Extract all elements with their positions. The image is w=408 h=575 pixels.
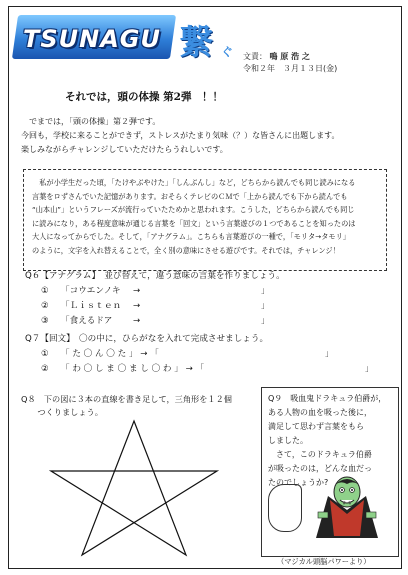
q7-title: Q７【回文】 〇の中に，ひらがなを入れて完成させましょう。 xyxy=(25,334,269,344)
question-8 xyxy=(21,393,261,419)
author-label: 文責： xyxy=(243,52,267,61)
item-text: 「 た 〇 ん 〇 た 」 → 「 xyxy=(61,349,159,359)
q9-line: Q９ 吸血鬼ドラキュラ伯爵が， xyxy=(268,394,387,403)
intro-line: でまでは，「頭の体操」第２弾です。 xyxy=(21,117,161,126)
issue-date: 令和２年 ３月１３日(金) xyxy=(243,64,338,73)
item-number: ① xyxy=(41,349,49,359)
speech-bubble xyxy=(268,484,302,532)
headline: それでは，頭の体操 第2弾 ！！ xyxy=(65,91,223,103)
item-number: ② xyxy=(41,364,49,374)
logo-kanji: 繋 xyxy=(179,23,213,63)
box-line: 私が小学生だった頃，「たけやぶやけた」「しんぶんし」など，どちらから読んでも同じ読みになる xyxy=(32,178,356,187)
item-number: ③ xyxy=(41,316,49,326)
q9-line: たのでしょうか? xyxy=(268,478,329,487)
question-6 xyxy=(25,269,395,329)
q9-line: ある人物の血を吸った後に， xyxy=(268,408,372,417)
masthead xyxy=(9,7,401,79)
intro-line: 楽しみながらチャレンジしていただけたらうれしいです。 xyxy=(21,145,228,154)
answer-blank: 」 xyxy=(261,316,270,326)
arrow-icon: → xyxy=(133,286,141,296)
intro-line: 今回も，学校に来ることができず，ストレスがたまり気味（？）な皆さんに出題します。 xyxy=(21,131,340,140)
item-text: 「 わ 〇 し ま 〇 ま し 〇 わ 」 → 「 xyxy=(61,364,205,374)
author-name: 鳴 原 浩 之 xyxy=(269,52,310,61)
arrow-icon: → xyxy=(133,316,141,326)
intro-paragraph xyxy=(21,115,393,157)
q7-item xyxy=(25,347,395,362)
issue-meta xyxy=(243,51,337,75)
q6-item xyxy=(25,299,395,314)
question-9 xyxy=(261,387,399,557)
newsletter-page xyxy=(8,6,402,569)
box-line: “山本山”」というフレーズが流行っていたためかと思われます。こうした，どちらから読んでも同じ xyxy=(32,205,355,214)
q8-line: つくりましょう。 xyxy=(21,407,103,417)
q6-item xyxy=(25,284,395,299)
answer-blank: 」 xyxy=(365,364,374,374)
answer-blank: 」 xyxy=(261,301,270,311)
answer-blank: 」 xyxy=(261,286,270,296)
item-number: ② xyxy=(41,301,49,311)
dracula-icon xyxy=(312,470,382,540)
arrow-icon: → xyxy=(133,301,141,311)
answer-blank: 」 xyxy=(325,349,334,359)
q6-title: Q６【アナグラム】 並び替えて，違う意味の言葉を作りましょう。 xyxy=(25,271,285,281)
q9-line: しました。 xyxy=(268,436,308,445)
box-line: 言葉をロずさんでいた記憶があります。おそらくテレビのＣＭで「上から読んでも下から読んでも xyxy=(32,191,348,201)
question-7 xyxy=(25,332,395,377)
logo-kana: ぐ xyxy=(221,45,234,59)
q9-line: が吸ったのは，どんな血だっ xyxy=(268,464,372,473)
box-line: 大人になってからでした。そして，「アナグラム」。こちらも言葉遊びの一種で，「モリタ→タモリ」 xyxy=(32,232,350,241)
item-text: 「コウエンノキ xyxy=(61,286,121,296)
box-line: のように，文字を入れ替えることで，全く別の意味にさせる遊びです。それでは，チャレンジ！ xyxy=(32,245,340,255)
source-credit: （マジカル頭脳パワーより） xyxy=(277,557,371,566)
star-lines xyxy=(51,421,217,555)
item-text: 「Ｌｉｓｔｅｎ xyxy=(61,301,122,311)
q9-line: 満足して思わず言葉をもら xyxy=(268,422,364,431)
q6-item xyxy=(25,314,395,329)
explanation-box xyxy=(23,169,387,271)
star-figure xyxy=(49,419,219,557)
q7-item xyxy=(25,362,395,377)
q8-line: Q８ 下の図に３本の直線を書き足して，三角形を１２個 xyxy=(21,394,232,404)
item-text: 「食えるドア xyxy=(61,316,113,326)
logo-text: TSUNAGU xyxy=(23,25,161,53)
item-number: ① xyxy=(41,286,49,296)
q9-line: さて，このドラキュラ伯爵 xyxy=(268,450,372,459)
box-line: に読みになり，ある程度意味が通じる言葉を「回文」という言葉遊びの１つであることを知ったのは xyxy=(32,218,356,228)
